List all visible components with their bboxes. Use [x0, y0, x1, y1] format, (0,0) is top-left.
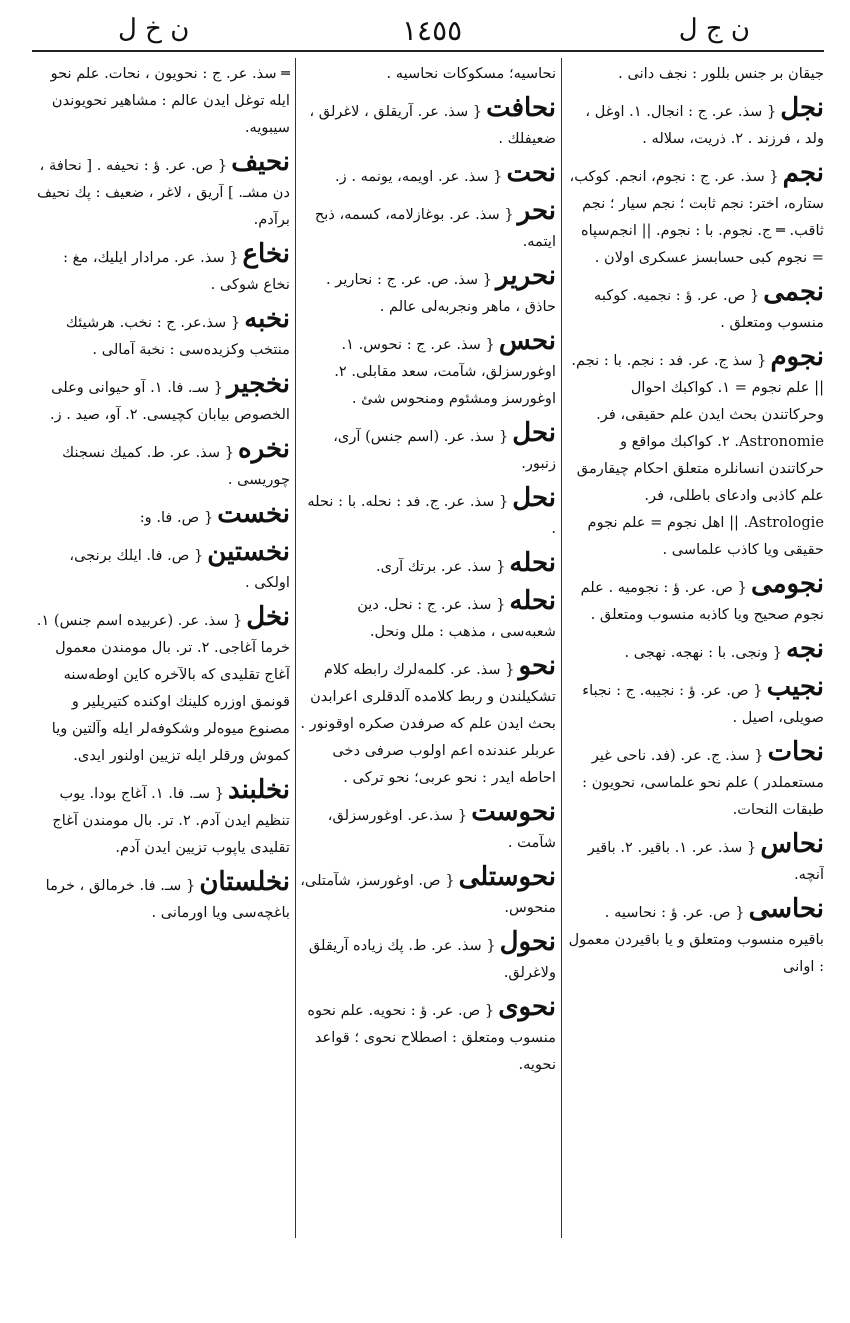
entry-headword: نحاس	[760, 829, 824, 859]
entry-definition: ═ سذ. عر. ج : نحويون ، نحات. علم نحو ايله توغل ايدن عالم : مشاهير نحويوندن سيبويه.	[50, 65, 290, 136]
dictionary-entry	[566, 674, 824, 731]
entry-headword: نجه	[786, 634, 824, 664]
dictionary-entry	[300, 328, 556, 412]
entry-definition: { سذ. ج. عر. (فد. ناحى غير مستعملدر ) علم نحو علماسى، نحويون : طبقات النحات.	[582, 747, 824, 818]
dictionary-entry	[32, 604, 290, 769]
entry-definition: { سذ. عر. ج. فد : نحله. با : نحله .	[307, 493, 556, 537]
entry-continuation	[32, 60, 290, 141]
column-middle	[300, 60, 556, 1240]
dictionary-entry	[300, 198, 556, 255]
entry-definition: نحاسيه؛ مسكوكات نحاسيه .	[386, 65, 556, 82]
entry-headword: نحوستلى	[458, 862, 556, 892]
dictionary-entry	[300, 95, 556, 152]
entry-headword: نحله	[509, 586, 556, 616]
entry-headword: نحوى	[498, 992, 556, 1022]
entry-headword: نخلبند	[228, 775, 290, 805]
entry-headword: نحيف	[231, 147, 290, 177]
header-right-letters: ن ج ل	[678, 14, 750, 44]
header-rule	[32, 50, 824, 52]
entry-headword: نحرير	[496, 261, 556, 291]
entry-definition: { ص. عر. ؤ : نجيبه. ج : نجباء صويلى، اصيل .	[582, 682, 824, 726]
entry-headword: نخاع	[242, 239, 290, 269]
dictionary-entry	[300, 160, 556, 190]
entry-headword: نحاسى	[748, 894, 824, 924]
entry-definition: { سذ.عر. ج : نخب. هرشيئك منتخب وكزيده‌سى : نخبة آمالى .	[65, 314, 290, 358]
entry-headword: نجل	[780, 93, 824, 123]
entry-headword: نجوم	[770, 342, 824, 372]
entry-definition: { سذ ج. عر. فد : نجم. با : نجم. || علم نجوم = ١. كواكبك احوال وحركاتندن بحث ايدن علم حقيقى، فر. Astronomie. ٢. كواكبك مواقع و حركاتندن انسانلره متعلق احكام چيقارمق علم كاذبى وادعاى باطلى، فر. Astrologie. || اهل نجوم = علم نجوم حقيقى ويا كاذب علماسى .	[571, 352, 824, 558]
entry-headword: نحر	[517, 196, 556, 226]
entry-definition: { سذ. عر. ج : انجال. ١. اوغل ، ولد ، فرزند . ٢. ذريت، سلاله .	[585, 103, 824, 147]
entry-headword: نحت	[506, 158, 556, 188]
entry-definition: { سذ. ص. عر. ج : نحارير . حاذق ، ماهر ونجربه‌لى عالم .	[326, 271, 556, 315]
dictionary-entry	[300, 263, 556, 320]
entry-definition: { سذ. عر. ج : نحوس. ١. اوغورسزلق، شآمت، سعد مقابلى. ٢. اوغورسز ومشئوم ومنحوس شئ .	[334, 336, 556, 407]
entry-definition: { ص. عر. ؤ : نحويه. علم نحوه منسوب ومتعلق : اصطلاح نحوى ؛ قواعد نحويه.	[307, 1002, 556, 1073]
entry-definition: { سذ. عر. اويمه، يونمه . ز.	[335, 168, 503, 185]
column-divider	[561, 58, 562, 1238]
entry-definition: { سذ. عر. برتك آرى.	[376, 558, 506, 575]
entry-definition: { سذ. عر. ١. باقير. ٢. باقير آنچه.	[587, 839, 824, 883]
entry-definition: { سـ. فا. خرمالق ، خرما باغچه‌سى ويا اورمانى .	[45, 877, 290, 921]
entry-headword: نخست	[217, 499, 290, 529]
dictionary-entry	[300, 485, 556, 542]
entry-headword: نخل	[246, 602, 290, 632]
page-number: ١٤٥٥	[402, 14, 463, 47]
dictionary-entry	[566, 279, 824, 336]
entry-definition: { سذ.عر. اوغورسزلق، شآمت .	[327, 807, 556, 851]
entry-definition: { ص. عر. ؤ : نحيفه . [ نحافة ، دن مشـ. ] آريق ، لاغر ، ضعيف : پك نحيف برآدم.	[36, 157, 290, 228]
entry-headword: نجومى	[750, 569, 824, 599]
column-right	[566, 60, 824, 1240]
dictionary-entry	[566, 344, 824, 563]
dictionary-entry	[300, 550, 556, 580]
column-left	[32, 60, 290, 1240]
dictionary-entry	[300, 653, 556, 791]
entry-definition: { سذ. عر. بوغازلامه، كسمه، ذبح ايتمه.	[314, 206, 556, 250]
entry-headword: نحافت	[486, 93, 556, 123]
entry-definition: { ص. فا. و:	[139, 509, 214, 526]
entry-definition: { ونجى. با : نهجه. نهجى .	[624, 644, 783, 661]
dictionary-entry	[566, 571, 824, 628]
entry-headword: نجيب	[766, 672, 824, 702]
dictionary-entry	[300, 994, 556, 1078]
dictionary-entry	[32, 241, 290, 298]
dictionary-entry	[32, 436, 290, 493]
dictionary-entry	[566, 739, 824, 823]
entry-headword: نحس	[498, 326, 556, 356]
entry-definition: جيقان بر جنس بللور : نجف دانى .	[618, 65, 824, 82]
entry-headword: نحول	[499, 927, 556, 957]
entry-headword: نخلستان	[199, 867, 290, 897]
entry-definition: { سـ. فا. ١. آو حيوانى وعلى الخصوص بيابان كچيسى. ٢. آو، صيد . ز.	[49, 379, 290, 423]
entry-definition: { ص. عر. ؤ : نحاسيه . باقيره منسوب ومتعلق و يا باقيردن معمول : اوانى	[568, 904, 824, 975]
column-divider	[295, 58, 296, 1238]
entry-headword: نحات	[767, 737, 824, 767]
dictionary-entry	[32, 777, 290, 861]
dictionary-entry	[300, 799, 556, 856]
dictionary-entry	[300, 420, 556, 477]
dictionary-entry	[566, 636, 824, 666]
entry-definition: { سذ. عر. (عربيده اسم جنس) ١. خرما آغاجى. ٢. تر. بال مومندن معمول آغاج تقليدى كه بالآخره كاين اوطه‌سنه قونمق اوزره كلينك اوكنده كتيريلير و مصنوع ميوه‌لر وشكوفه‌لر ايله وآلتين ويا كموش ورقلر ايله تزيين اولنور ايدى.	[36, 612, 290, 764]
entry-definition: { سـ. فا. ١. آغاج بودا. يوب تنظيم ايدن آدم. ٢. تر. بال مومندن آغاج تقليدى ياپوب تزيين ايدن آدم.	[52, 785, 290, 856]
dictionary-entry	[32, 371, 290, 428]
entry-headword: نخجير	[227, 369, 290, 399]
entry-definition: { سذ. عر. ج : نحل. دين شعبه‌سى ، مذهب : ملل ونحل.	[357, 596, 556, 640]
dictionary-entry	[300, 588, 556, 645]
dictionary-entry	[300, 929, 556, 986]
entry-continuation	[566, 60, 824, 87]
entry-definition: { سذ. عر. ط. پك زياده آريقلق ولاغرلق.	[308, 937, 556, 981]
entry-definition: { سذ. عر. ط. كميك نسجنك چوريسى .	[62, 444, 290, 488]
entry-definition: { ص. اوغورسز، شآمتلى، منحوس.	[300, 872, 556, 916]
dictionary-entry	[32, 501, 290, 531]
entry-definition: { سذ. عر. (اسم جنس) آرى، زنبور.	[333, 428, 556, 472]
entry-headword: نجمى	[763, 277, 824, 307]
dictionary-entry	[32, 306, 290, 363]
entry-headword: نحو	[518, 651, 556, 681]
entry-headword: نخبه	[244, 304, 290, 334]
entry-headword: نحل	[512, 418, 556, 448]
dictionary-entry	[566, 831, 824, 888]
dictionary-entry	[32, 869, 290, 926]
dictionary-entry	[566, 160, 824, 271]
entry-headword: نخره	[238, 434, 290, 464]
entry-headword: نحل	[512, 483, 556, 513]
entry-continuation	[300, 60, 556, 87]
entry-definition: { ص. فا. ايلك برنجى، اولكى .	[69, 547, 290, 591]
dictionary-entry	[566, 95, 824, 152]
entry-definition: { سذ. عر. كلمه‌لرك رابطه كلام تشكيلندن و ربط كلامده آلدقلرى اعرابدن بحث ايدن علم كه صرفدن صكره اوقونور . عربلر عندنده اعم اولوب صرفى دخى احاطه ايدر : نحو عربى؛ نحو تركى .	[300, 661, 556, 786]
dictionary-entry	[32, 149, 290, 233]
dictionary-entry	[300, 864, 556, 921]
dictionary-entry	[566, 896, 824, 980]
entry-definition: { سذ. عر. آريقلق ، لاغرلق ، ضعيفلك .	[309, 103, 556, 147]
page-header	[30, 14, 820, 48]
entry-headword: نحله	[509, 548, 556, 578]
entry-definition: { سذ. عر. مرادار ايليك، مغ : نخاع شوكى .	[63, 249, 290, 293]
entry-headword: نجم	[782, 158, 824, 188]
entry-headword: نحوست	[471, 797, 556, 827]
header-left-letters: ن خ ل	[118, 14, 190, 44]
entry-definition: { ص. عر. ؤ : نجميه. كوكبه منسوب ومتعلق .	[594, 287, 824, 331]
dictionary-entry	[32, 539, 290, 596]
entry-definition: { سذ. عر. ج : نجوم، انجم. كوكب، ستاره، اختر: نجم ثابت ؛ نجم سيار ؛ نجم ثاقب. ═ ج. نجوم. با : نجوم. || انجم‌سپاه = نجوم كبى حسابسز عسكرى اولان .	[569, 168, 824, 266]
entry-headword: نخستين	[207, 537, 290, 567]
entry-definition: { ص. عر. ؤ : نجوميه . علم نجوم صحيح ويا كاذبه منسوب ومتعلق .	[580, 579, 824, 623]
